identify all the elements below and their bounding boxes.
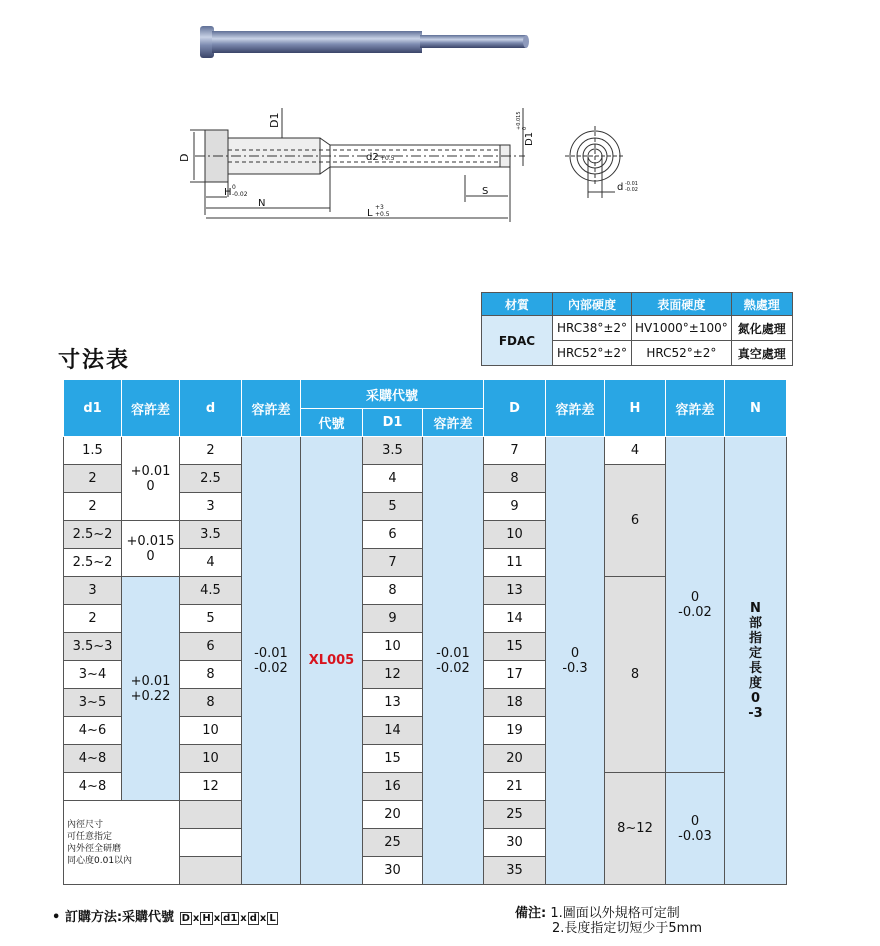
d-cell xyxy=(180,801,242,829)
section-title: 寸法表 xyxy=(58,348,131,373)
N-note-cell: N 部 指 定 長 度 0 -3 xyxy=(725,437,787,885)
header-d1: d1 xyxy=(64,380,122,437)
tol2-cell: -0.01 -0.02 xyxy=(242,437,301,885)
dimension-table xyxy=(63,379,787,885)
D-cell: 14 xyxy=(484,605,546,633)
dim-S-label: S xyxy=(482,186,489,197)
D1-cell: 12 xyxy=(363,661,423,689)
header-tol1: 容許差 xyxy=(122,380,180,437)
D-cell: 10 xyxy=(484,521,546,549)
dim-d-end-tol-bot: -0.02 xyxy=(625,187,638,193)
dim-N-label: N xyxy=(258,198,266,209)
mat-treatment-1: 氮化處理 xyxy=(731,316,792,341)
D-cell: 19 xyxy=(484,717,546,745)
dim-H-tol-top: 0 xyxy=(232,184,236,191)
H-cell: 8 xyxy=(605,577,666,773)
mat-treatment-2: 真空處理 xyxy=(731,341,792,366)
D-cell: 35 xyxy=(484,857,546,885)
d1-cell: 1.5 xyxy=(64,437,122,465)
D-cell: 30 xyxy=(484,829,546,857)
mat-surface-2: HRC52°±2° xyxy=(632,341,732,366)
d1-cell: 4~8 xyxy=(64,773,122,801)
dim-D1-label: D1 xyxy=(268,112,281,128)
remark-2: 2.長度指定切短少于5mm xyxy=(552,921,703,936)
d1-cell: 3~5 xyxy=(64,689,122,717)
d-cell: 8 xyxy=(180,661,242,689)
order-box-D: D xyxy=(181,913,190,924)
d1-cell: 2 xyxy=(64,493,122,521)
D1-cell: 30 xyxy=(363,857,423,885)
d-cell xyxy=(180,857,242,885)
D-cell: 20 xyxy=(484,745,546,773)
header-H: H xyxy=(605,380,666,437)
order-box-d: d xyxy=(249,913,257,924)
D1-cell: 8 xyxy=(363,577,423,605)
product-photo xyxy=(190,22,535,64)
D-cell: 21 xyxy=(484,773,546,801)
d1-cell: 4~6 xyxy=(64,717,122,745)
order-box-H: H xyxy=(202,913,211,924)
d1-cell: 2.5~2 xyxy=(64,521,122,549)
order-box-L: L xyxy=(269,913,276,924)
header-tol2: 容許差 xyxy=(242,380,301,437)
mat-inner-2: HRC52°±2° xyxy=(553,341,632,366)
D1-cell: 13 xyxy=(363,689,423,717)
dim-H-tol-bot: -0.02 xyxy=(232,191,248,198)
d1-cell: 2 xyxy=(64,605,122,633)
remark-label: 備注: xyxy=(515,906,547,921)
tol3-cell: -0.01 -0.02 xyxy=(423,437,484,885)
remark-1: 1.圖面以外規格可定制 xyxy=(550,906,680,921)
D1-cell: 14 xyxy=(363,717,423,745)
d-cell: 3 xyxy=(180,493,242,521)
D-cell: 9 xyxy=(484,493,546,521)
d-cell: 4.5 xyxy=(180,577,242,605)
tol1-cell: +0.015 0 xyxy=(122,521,180,577)
D-cell: 7 xyxy=(484,437,546,465)
order-method: • 訂購方法:采購代號 D x H x d1 x d x L xyxy=(52,910,276,925)
header-N: N xyxy=(725,380,787,437)
d-cell: 2.5 xyxy=(180,465,242,493)
d1-cell: 3~4 xyxy=(64,661,122,689)
D1-cell: 7 xyxy=(363,549,423,577)
header-tol5: 容許差 xyxy=(666,380,725,437)
mat-header-surface-hardness: 表面硬度 xyxy=(632,293,732,316)
D1-cell: 20 xyxy=(363,801,423,829)
d-cell: 3.5 xyxy=(180,521,242,549)
dim-d-end-label: d xyxy=(617,182,624,193)
remarks xyxy=(515,906,702,936)
d-cell: 6 xyxy=(180,633,242,661)
tol4-cell: 0 -0.3 xyxy=(546,437,605,885)
dim-H-label: H xyxy=(224,187,232,198)
dim-d2-tol: +0.5 xyxy=(380,155,395,162)
d-cell xyxy=(180,829,242,857)
mat-header-inner-hardness: 內部硬度 xyxy=(553,293,632,316)
D1-cell: 6 xyxy=(363,521,423,549)
dim-D-label: D xyxy=(178,153,191,162)
D1-cell: 10 xyxy=(363,633,423,661)
dim-D1-right-label: D1 xyxy=(524,131,535,146)
header-d: d xyxy=(180,380,242,437)
mat-material: FDAC xyxy=(482,316,553,366)
D-cell: 25 xyxy=(484,801,546,829)
header-D1: D1 xyxy=(363,409,423,437)
mat-header-material: 材質 xyxy=(482,293,553,316)
material-table xyxy=(481,292,793,366)
D1-cell: 4 xyxy=(363,465,423,493)
D-cell: 13 xyxy=(484,577,546,605)
D1-cell: 5 xyxy=(363,493,423,521)
dim-d2-label: d2 xyxy=(366,152,379,163)
dim-D1-right-tol-top: +0.015 xyxy=(516,111,522,130)
header-code: 代號 xyxy=(301,409,363,437)
dim-d-end-tol-top: -0.01 xyxy=(625,181,638,187)
D1-cell: 15 xyxy=(363,745,423,773)
mat-inner-1: HRC38°±2° xyxy=(553,316,632,341)
d-cell: 5 xyxy=(180,605,242,633)
D-cell: 8 xyxy=(484,465,546,493)
H-cell: 4 xyxy=(605,437,666,465)
d1-cell: 2 xyxy=(64,465,122,493)
D-cell: 11 xyxy=(484,549,546,577)
d1-cell: 4~8 xyxy=(64,745,122,773)
D-cell: 17 xyxy=(484,661,546,689)
D1-cell: 3.5 xyxy=(363,437,423,465)
d-cell: 4 xyxy=(180,549,242,577)
D1-cell: 9 xyxy=(363,605,423,633)
d1-cell: 3 xyxy=(64,577,122,605)
dim-D1-right-tol-bot: 0 xyxy=(522,126,528,130)
dim-L-tol-top: +3 xyxy=(375,204,384,211)
d-cell: 10 xyxy=(180,717,242,745)
tol1-cell: +0.01 +0.22 xyxy=(122,577,180,801)
mat-header-heat-treatment: 熱處理 xyxy=(731,293,792,316)
tol1-cell: +0.01 0 xyxy=(122,437,180,521)
tol5-cell: 0 -0.03 xyxy=(666,773,725,885)
d1-cell: 2.5~2 xyxy=(64,549,122,577)
dim-L-label: L xyxy=(367,208,373,219)
d1-note-cell: 內徑尺寸 可任意指定 內外徑全研磨 同心度0.01以內 xyxy=(64,801,180,885)
D-cell: 18 xyxy=(484,689,546,717)
d1-cell: 3.5~3 xyxy=(64,633,122,661)
d-cell: 10 xyxy=(180,745,242,773)
D-cell: 15 xyxy=(484,633,546,661)
H-cell: 8~12 xyxy=(605,773,666,885)
technical-drawing xyxy=(170,100,670,225)
D1-cell: 16 xyxy=(363,773,423,801)
H-cell: 6 xyxy=(605,465,666,577)
header-tol4: 容許差 xyxy=(546,380,605,437)
d-cell: 12 xyxy=(180,773,242,801)
dim-L-tol-bot: +0.5 xyxy=(375,211,390,218)
header-tol3: 容許差 xyxy=(423,409,484,437)
tol5-cell: 0 -0.02 xyxy=(666,437,725,773)
d-cell: 2 xyxy=(180,437,242,465)
D1-cell: 25 xyxy=(363,829,423,857)
mat-surface-1: HV1000°±100° xyxy=(632,316,732,341)
header-D: D xyxy=(484,380,546,437)
order-prefix: • 訂購方法:采購代號 xyxy=(52,910,175,925)
code-cell: XL005 xyxy=(301,437,363,885)
d-cell: 8 xyxy=(180,689,242,717)
header-purchase-code: 采購代號 xyxy=(301,380,484,409)
order-box-d1: d1 xyxy=(223,913,238,924)
